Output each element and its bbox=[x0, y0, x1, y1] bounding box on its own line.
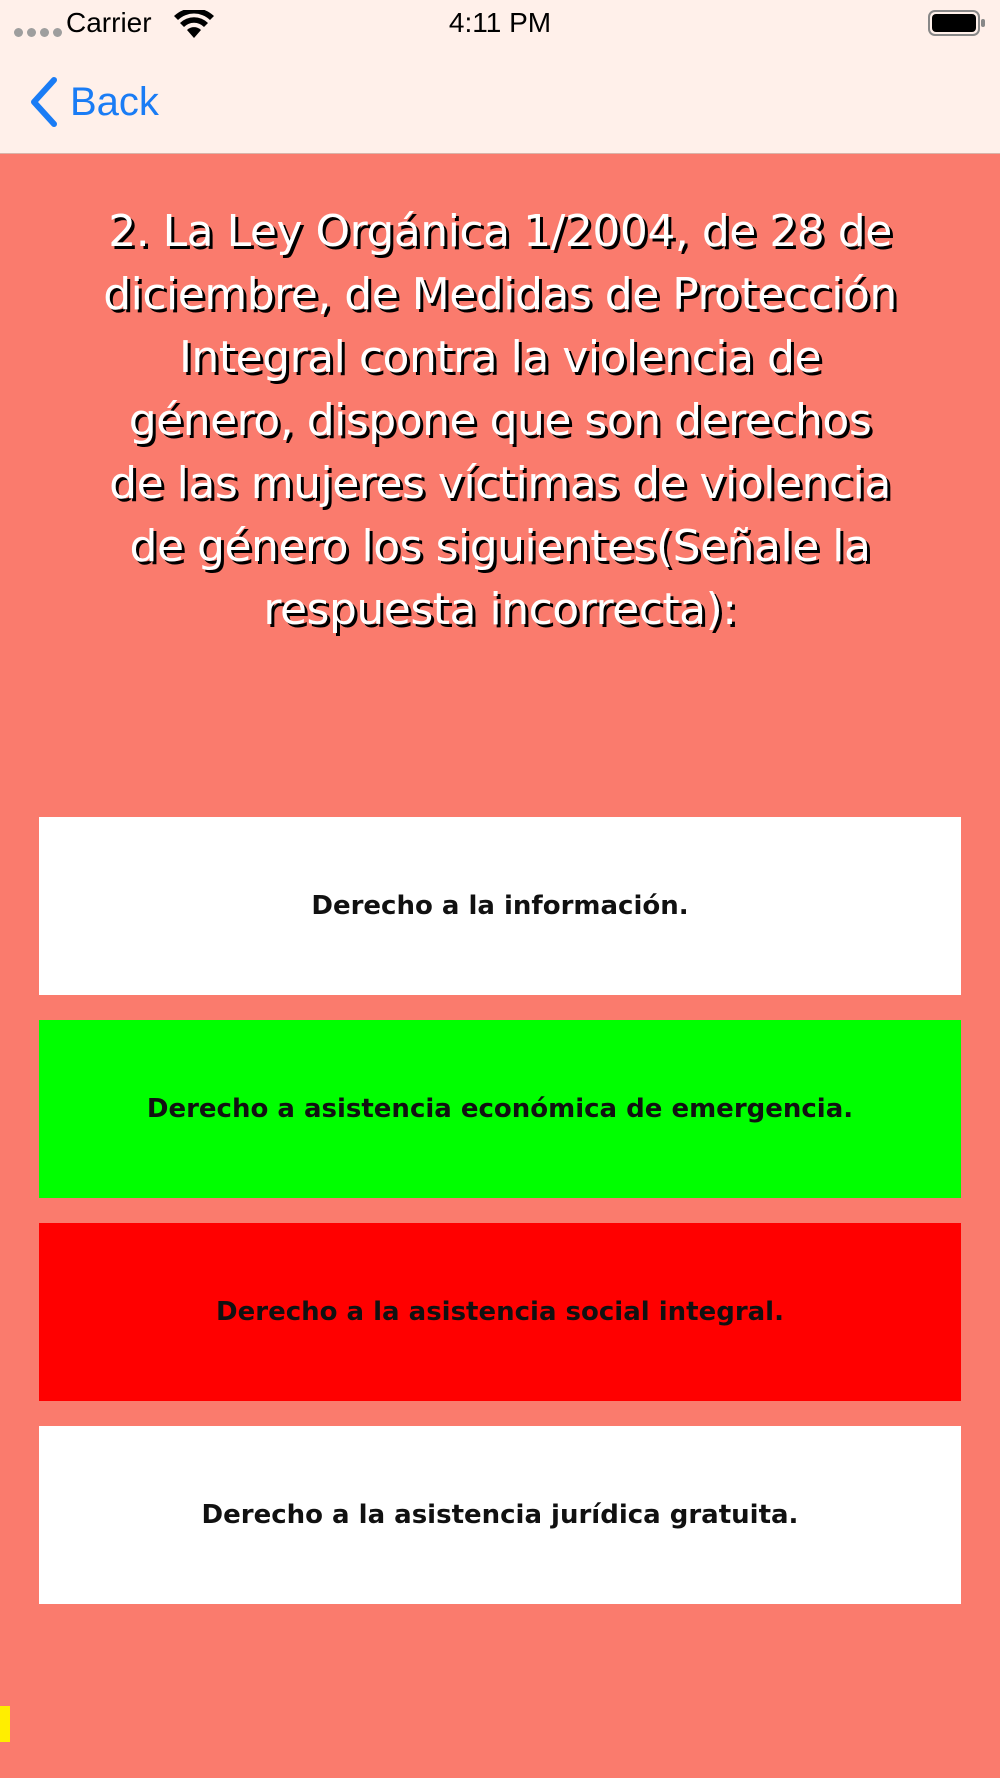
navigation-bar bbox=[0, 48, 1000, 154]
status-bar bbox=[0, 0, 1000, 48]
question-text: 2. La Ley Orgánica 1/2004, de 28 de diciembre, de Medidas de Protección Integral contra la violencia de género, dispone que son derechos de las mujeres víctimas de violencia de género los siguientes(Señale la respuesta incorrecta): bbox=[103, 206, 897, 635]
answer-label: Derecho a la asistencia jurídica gratuita. bbox=[201, 1500, 799, 1530]
battery-icon bbox=[928, 10, 986, 36]
answer-label: Derecho a asistencia económica de emergencia. bbox=[146, 1094, 854, 1124]
back-button[interactable] bbox=[28, 76, 159, 128]
status-time: 4:11 PM bbox=[448, 7, 552, 38]
answer-option-4[interactable] bbox=[39, 1426, 961, 1604]
carrier-label: Carrier bbox=[66, 7, 152, 38]
answer-option-2[interactable] bbox=[39, 1020, 961, 1198]
chevron-left-icon bbox=[28, 76, 60, 128]
answer-label: Derecho a la información. bbox=[311, 891, 689, 921]
answer-option-1[interactable] bbox=[39, 817, 961, 995]
answer-label: Derecho a la asistencia social integral. bbox=[216, 1297, 784, 1327]
top-bar bbox=[0, 0, 1000, 154]
progress-marker bbox=[0, 1706, 10, 1742]
answer-option-3[interactable] bbox=[39, 1223, 961, 1401]
question-container bbox=[100, 200, 900, 682]
back-label: Back bbox=[70, 79, 159, 124]
